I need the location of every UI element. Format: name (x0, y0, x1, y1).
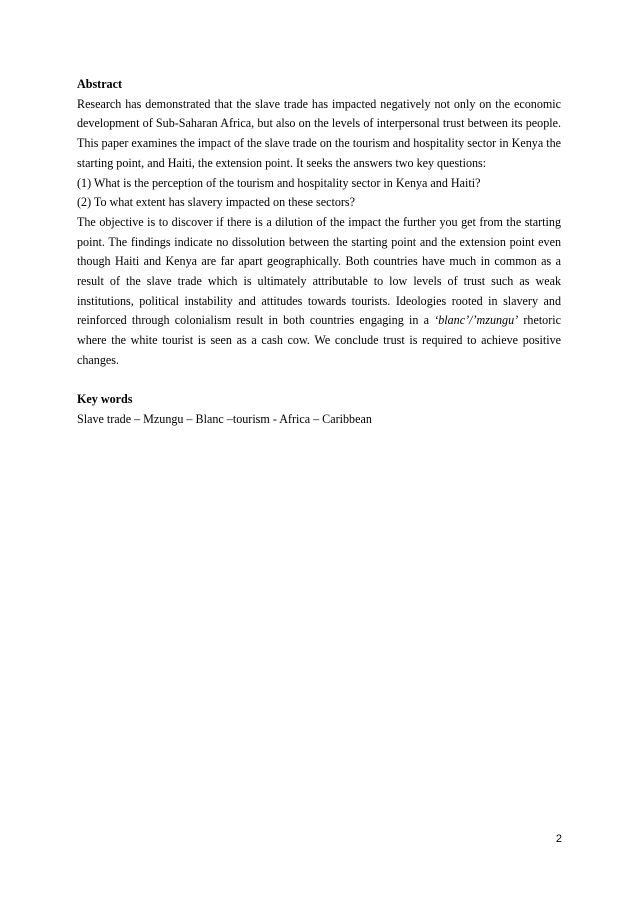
abstract-question-1: (1) What is the perception of the tourism and hospitality sector in Kenya and Haiti? (77, 175, 481, 190)
abstract-paragraph-findings (77, 213, 561, 371)
findings-text-start: The objective is to discover if there is a dilution of the impact the further you get from the starting point. The findings indicate no dissolution between the starting point and the extension point even though Haiti and Kenya are far apart geographically. Both countries have much in common as a result of the slave trade which is ultimately attributable to low levels of trust such as weak institutions, political instability and attitudes towards tourists. Ideologies rooted in slavery and reinforced through colonialism result in both countries engaging in a (77, 214, 561, 328)
page-content (77, 75, 561, 430)
findings-text-end: rhetoric where the white tourist is seen as a cash cow. We conclude trust is required to achieve positive changes. (77, 313, 561, 367)
section-spacer (77, 371, 561, 391)
findings-italic-term: ‘blanc’/’mzungu’ (434, 313, 519, 328)
page-number: 2 (555, 833, 562, 845)
keywords-text: Slave trade – Mzungu – Blanc –tourism - Africa – Caribbean (77, 411, 372, 426)
abstract-paragraph-intro: Research has demonstrated that the slave trade has impacted negatively not only on the economic development of Sub-Saharan Africa, but also on the levels of interpersonal trust between its people. This paper examines the impact of the slave trade on the tourism and hospitality sector in Kenya the starting point, and Haiti, the extension point. It seeks the answers two key questions: (77, 96, 561, 170)
abstract-heading: Abstract (77, 77, 123, 91)
keywords-heading: Key words (77, 392, 133, 407)
abstract-question-2: (2) To what extent has slavery impacted on these sectors? (77, 195, 356, 210)
